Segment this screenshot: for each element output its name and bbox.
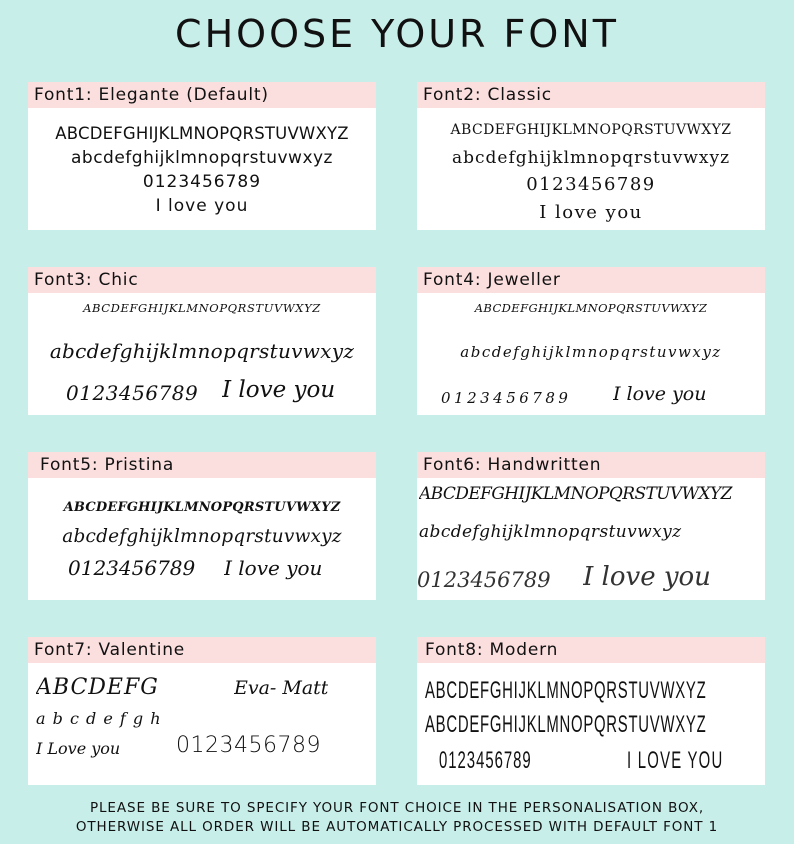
sample-digits: 0123456789 bbox=[441, 389, 572, 407]
font-card-4 bbox=[417, 267, 765, 415]
font-card-8 bbox=[417, 637, 765, 785]
font-card-title: Font2: Classic bbox=[417, 82, 765, 108]
font-card-title: Font8: Modern bbox=[417, 637, 765, 663]
page-title: CHOOSE YOUR FONT bbox=[175, 12, 619, 56]
footer-line-1: PLEASE BE SURE TO SPECIFY YOUR FONT CHOICE IN THE PERSONALISATION BOX, bbox=[89, 800, 705, 816]
font-card-title: Font1: Elegante (Default) bbox=[28, 82, 376, 108]
sample-digits: 0123456789 bbox=[142, 172, 262, 192]
sample-lowercase: abcdefghijklmnopqrstuvwxyz bbox=[49, 339, 355, 363]
sample-digits: 0123456789 bbox=[176, 733, 321, 758]
sample-uppercase: ABCDEFG bbox=[36, 675, 159, 700]
font-card-title: Font3: Chic bbox=[28, 267, 376, 293]
sample-digits: 0123456789 bbox=[526, 174, 656, 195]
sample-phrase: I love you bbox=[583, 562, 711, 592]
sample-uppercase: ABCDEFGHIJKLMNOPQRSTUVWXYZ bbox=[419, 484, 732, 504]
sample-phrase: I love you bbox=[155, 196, 249, 216]
sample-digits: 0123456789 bbox=[417, 568, 551, 592]
sample-names: Eva- Matt bbox=[234, 677, 329, 699]
sample-phrase: I LOVE YOU bbox=[627, 747, 724, 774]
sample-uppercase: ABCDEFGHIJKLMNOPQRSTUVWXYZ bbox=[450, 122, 732, 138]
sample-phrase: I love you bbox=[613, 383, 707, 405]
sample-uppercase: ABCDEFGHIJKLMNOPQRSTUVWXYZ bbox=[63, 500, 341, 515]
font-card-title: Font5: Pristina bbox=[28, 452, 376, 478]
font-card-title: Font6: Handwritten bbox=[417, 452, 765, 478]
sample-digits: 0123456789 bbox=[68, 556, 196, 580]
sample-lowercase: a b c d e f g h bbox=[36, 709, 162, 728]
sample-phrase: I love you bbox=[224, 556, 323, 580]
font-card-5 bbox=[28, 452, 376, 600]
sample-lowercase: abcdefghijklmnopqrstuvwxyz bbox=[71, 148, 333, 168]
sample-lowercase: abcdefghijklmnopqrstuvwxyz bbox=[451, 148, 731, 168]
sample-lowercase: abcdefghijklmnopqrstuvwxyz bbox=[460, 343, 722, 361]
sample-uppercase-2: ABCDEFGHIJKLMNOPQRSTUVWXYZ bbox=[425, 711, 707, 738]
sample-phrase: I love you bbox=[539, 202, 643, 223]
sample-phrase: I Love you bbox=[36, 739, 121, 758]
font-card-3 bbox=[28, 267, 376, 415]
font-card-7 bbox=[28, 637, 376, 785]
sample-lowercase: abcdefghijklmnopqrstuvwxyz bbox=[419, 522, 682, 542]
font-card-title: Font4: Jeweller bbox=[417, 267, 765, 293]
font-card-1 bbox=[28, 82, 376, 230]
sample-uppercase: ABCDEFGHIJKLMNOPQRSTUVWXYZ bbox=[474, 301, 708, 315]
sample-uppercase: ABCDEFGHIJKLMNOPQRSTUVWXYZ bbox=[83, 301, 321, 315]
footer-note bbox=[0, 799, 794, 837]
sample-uppercase: ABCDEFGHIJKLMNOPQRSTUVWXYZ bbox=[55, 124, 349, 143]
sample-digits: 0123456789 bbox=[439, 747, 532, 774]
sample-uppercase: ABCDEFGHIJKLMNOPQRSTUVWXYZ bbox=[425, 677, 707, 704]
font-card-6 bbox=[417, 452, 765, 600]
sample-lowercase: abcdefghijklmnopqrstuvwxyz bbox=[62, 526, 342, 547]
sample-digits: 0123456789 bbox=[66, 381, 199, 405]
footer-line-2: OTHERWISE ALL ORDER WILL BE AUTOMATICALLY PROCESSED WITH DEFAULT FONT 1 bbox=[75, 819, 719, 835]
font-card-title: Font7: Valentine bbox=[28, 637, 376, 663]
font-card-2 bbox=[417, 82, 765, 230]
sample-phrase: I love you bbox=[222, 377, 336, 403]
